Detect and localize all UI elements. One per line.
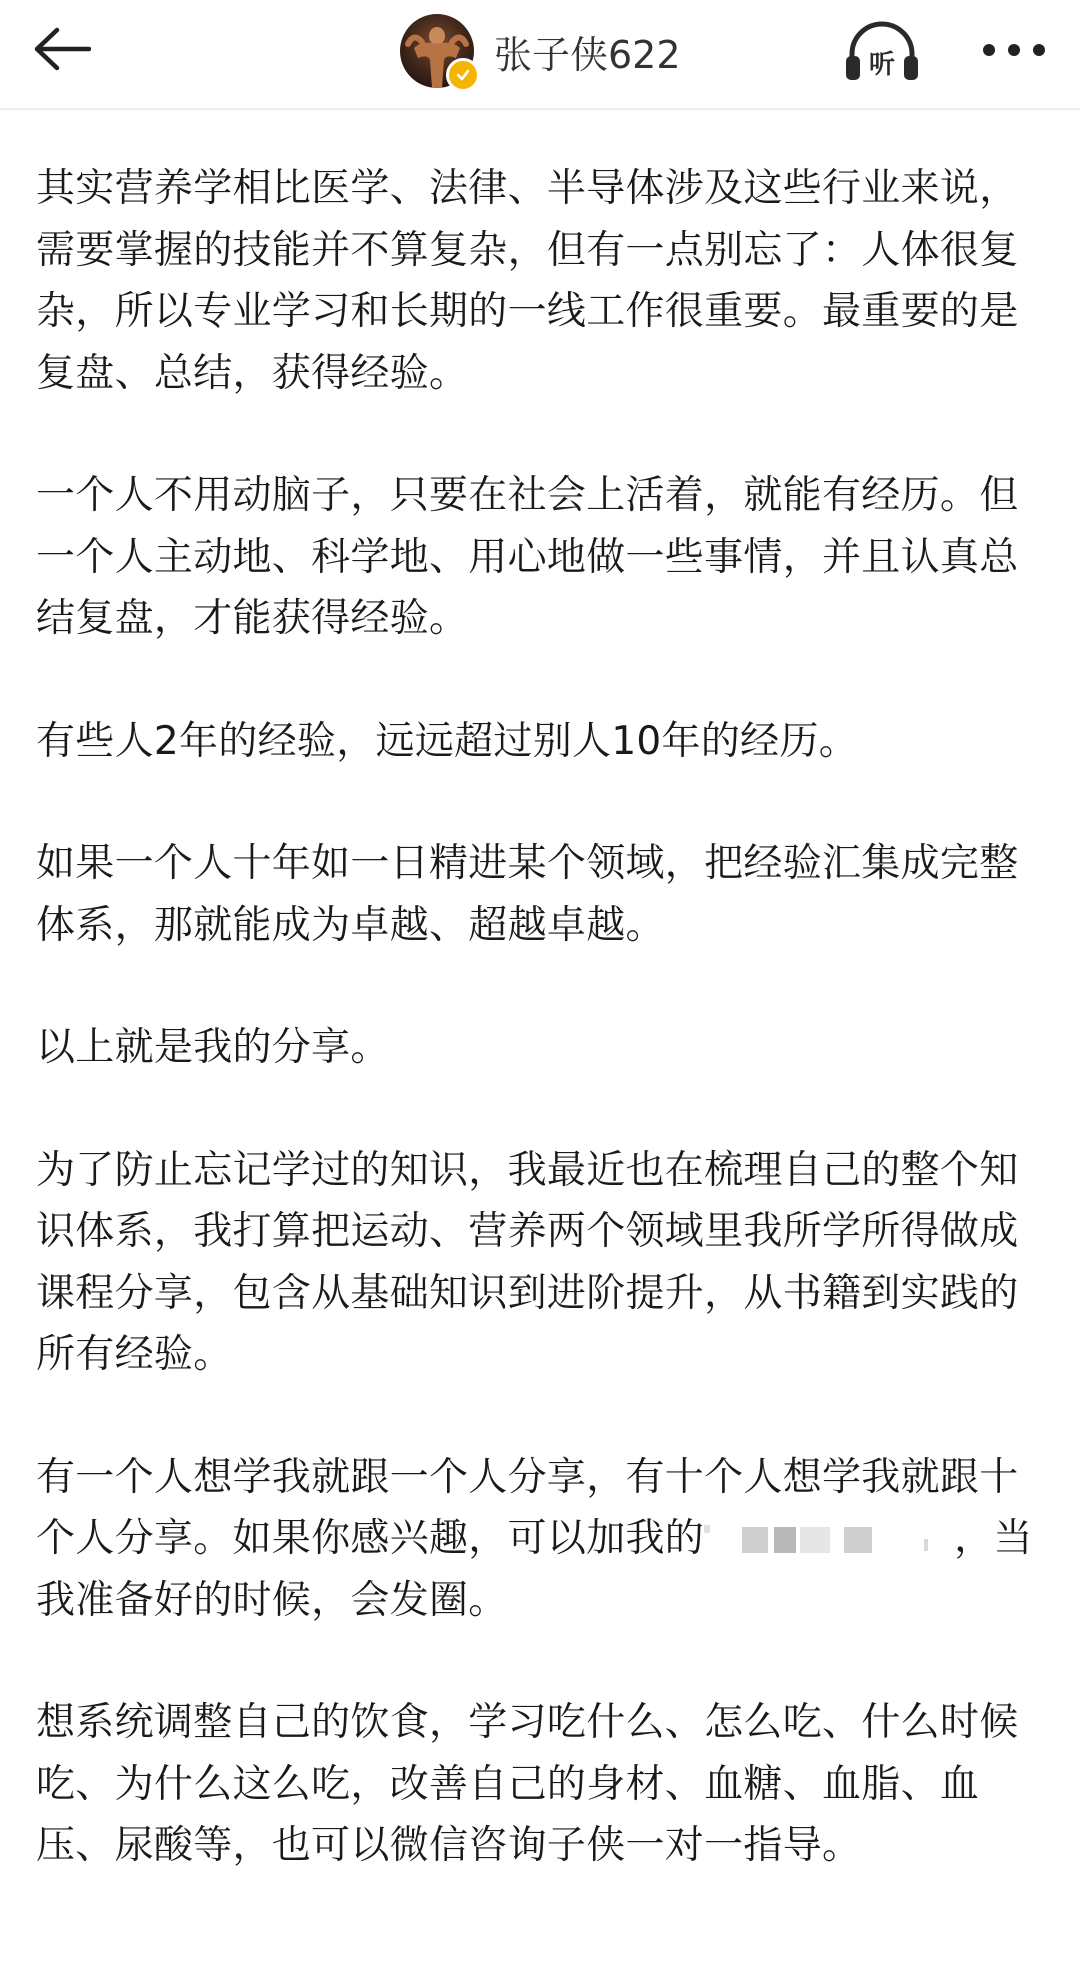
paragraph-2: 一个人不用动脑子，只要在社会上活着，就能有经历。但一个人主动地、科学地、用心地做一些事情，并且认真总结复盘，才能获得经验。 (36, 473, 1019, 641)
username[interactable]: 张子侠622 (494, 32, 681, 77)
paragraph-5: 以上就是我的分享。 (36, 1025, 390, 1070)
back-button[interactable] (22, 14, 102, 84)
paragraph-7-text: 有一个人想学我就跟一个人分享，有十个人想学我就跟十个人分享。如果你感兴趣，可以加我的 (36, 1454, 1019, 1561)
paragraph-7 (36, 1447, 1048, 1632)
listen-label: 听 (868, 50, 896, 80)
paragraph-8: 想系统调整自己的饮食，学习吃什么、怎么吃、什么时候吃、为什么这么吃，改善自己的身材、血糖、血脂、血压、尿酸等，也可以微信咨询子侠一对一指导。 (36, 1700, 1019, 1868)
paragraph-4: 如果一个人十年如一日精进某个领域，把经验汇集成完整体系，那就能成为卓越、超越卓越。 (36, 841, 1019, 948)
headphones-icon (842, 20, 922, 84)
redacted-contact (704, 1517, 944, 1557)
paragraph-7-tail: ，当我准备好的时候，会发圈。 (36, 1516, 1033, 1623)
paragraph-1: 其实营养学相比医学、法律、半导体涉及这些行业来说，需要掌握的技能并不算复杂，但有一点别忘了：人体很复杂，所以专业学习和长期的一线工作很重要。最重要的是复盘、总结，获得经验。 (36, 166, 1019, 396)
back-arrow-icon (33, 27, 91, 71)
more-dots-icon (982, 43, 1046, 57)
author-info[interactable] (400, 8, 681, 94)
more-options-button[interactable] (972, 14, 1056, 86)
paragraph-3: 有些人2年的经验，远远超过别人10年的经历。 (36, 718, 859, 764)
post-body (36, 158, 1048, 1877)
verified-badge-icon (446, 58, 480, 92)
paragraph-6: 为了防止忘记学过的知识，我最近也在梳理自己的整个知识体系，我打算把运动、营养两个领域里我所学所得做成课程分享，包含从基础知识到进阶提升，从书籍到实践的所有经验。 (36, 1147, 1019, 1377)
listen-button[interactable] (840, 10, 924, 94)
avatar-container[interactable] (400, 14, 474, 88)
top-bar (0, 0, 1080, 110)
